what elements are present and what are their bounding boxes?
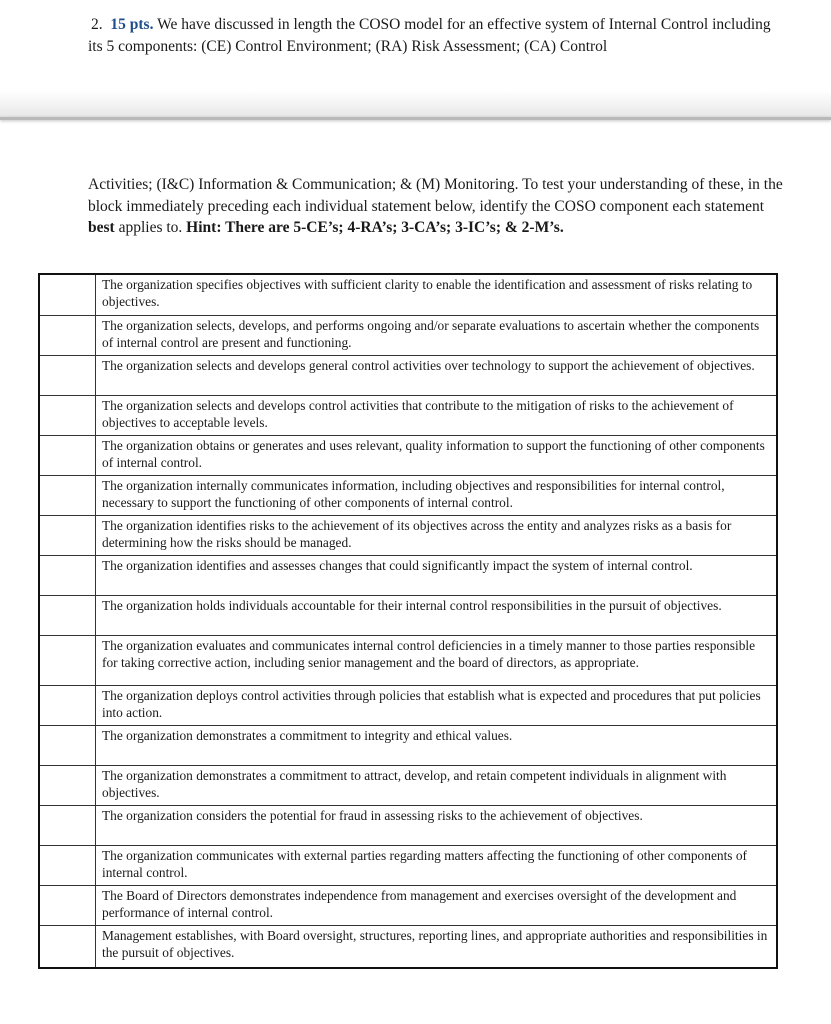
statement-cell: The organization identifies and assesses changes that could significantly impact the system of internal control.	[102, 558, 693, 573]
answer-cell[interactable]	[40, 476, 96, 515]
answer-cell[interactable]	[40, 436, 96, 475]
table-row	[40, 435, 776, 475]
statement-cell: The organization communicates with external parties regarding matters affecting the functioning of other components of internal control.	[102, 848, 748, 880]
table-row	[40, 315, 776, 355]
answer-cell[interactable]	[40, 766, 96, 805]
question-number: 2.	[91, 16, 103, 33]
statement-cell: Management establishes, with Board oversight, structures, reporting lines, and appropriate authorities and responsibilities in the pursuit of objectives.	[102, 928, 768, 960]
table-row	[40, 765, 776, 805]
answer-cell[interactable]	[40, 516, 96, 555]
answer-cell[interactable]	[40, 396, 96, 435]
table-row	[40, 725, 776, 765]
answer-cell[interactable]	[40, 556, 96, 595]
table-row	[40, 685, 776, 725]
answer-cell[interactable]	[40, 686, 96, 725]
table-row	[40, 515, 776, 555]
table-row	[40, 885, 776, 925]
statement-cell: The organization demonstrates a commitment to integrity and ethical values.	[102, 728, 513, 743]
statement-cell: The organization selects, develops, and performs ongoing and/or separate evaluations to ascertain whether the components of internal control are present and functioning.	[102, 318, 760, 350]
statement-cell: The organization evaluates and communicates internal control deficiencies in a timely manner to those parties responsible for taking corrective action, including senior management and the board of directors, as appropriate.	[102, 638, 756, 670]
answer-cell[interactable]	[40, 636, 96, 685]
table-row	[40, 845, 776, 885]
answer-cell[interactable]	[40, 356, 96, 395]
table-row	[40, 395, 776, 435]
applies-to-text: applies to.	[114, 219, 187, 236]
page-divider	[0, 117, 831, 120]
statement-cell: The organization identifies risks to the achievement of its objectives across the entity and analyzes risks as a basis for determining how the risks should be managed.	[102, 518, 732, 550]
table-row	[40, 595, 776, 635]
answer-cell[interactable]	[40, 726, 96, 765]
answer-cell[interactable]	[40, 275, 96, 315]
statement-cell: The organization selects and develops general control activities over technology to support the achievement of objectives.	[102, 358, 755, 373]
table-row	[40, 275, 776, 315]
statement-cell: The organization internally communicates information, including objectives and responsibilities for internal control, necessary to support the functioning of other components of internal control.	[102, 478, 725, 510]
statement-cell: The organization holds individuals accountable for their internal control responsibilities in the pursuit of objectives.	[102, 598, 722, 613]
table-row	[40, 475, 776, 515]
answer-cell[interactable]	[40, 926, 96, 967]
answer-cell[interactable]	[40, 846, 96, 885]
table-row	[40, 635, 776, 685]
question-text-part2: Activities; (I&C) Information & Communication; & (M) Monitoring. To test your understanding of these, in the block immediately preceding each individual statement below, identify the COSO component each statement	[88, 176, 783, 215]
answer-table	[38, 273, 778, 969]
answer-cell[interactable]	[40, 806, 96, 845]
statement-cell: The organization demonstrates a commitment to attract, develop, and retain competent individuals in alignment with objectives.	[102, 768, 727, 800]
table-row	[40, 355, 776, 395]
statement-cell: The organization considers the potential for fraud in assessing risks to the achievement of objectives.	[102, 808, 643, 823]
statement-cell: The organization obtains or generates and uses relevant, quality information to support the functioning of other components of internal control.	[102, 438, 765, 470]
statement-cell: The organization specifies objectives with sufficient clarity to enable the identification and assessment of risks relating to objectives.	[102, 277, 753, 309]
statement-cell: The organization deploys control activities through policies that establish what is expected and procedures that put policies into action.	[102, 688, 761, 720]
question-intro	[88, 14, 788, 58]
page-break-band	[0, 90, 831, 118]
table-row	[40, 805, 776, 845]
best-emphasis: best	[88, 219, 115, 236]
answer-cell[interactable]	[40, 886, 96, 925]
hint-text: Hint: There are 5-CE’s; 4-RA’s; 3-CA’s; 3-IC’s; & 2-M’s.	[186, 219, 564, 236]
table-row	[40, 925, 776, 967]
answer-cell[interactable]	[40, 316, 96, 355]
question-continuation	[88, 174, 788, 239]
statement-cell: The organization selects and develops control activities that contribute to the mitigation of risks to the achievement of objectives to acceptable levels.	[102, 398, 734, 430]
answer-cell[interactable]	[40, 596, 96, 635]
question-text-part1: We have discussed in length the COSO model for an effective system of Internal Control including its 5 components: (CE) Control Environment; (RA) Risk Assessment; (CA) Control	[88, 16, 771, 55]
table-row	[40, 555, 776, 595]
question-points: 15 pts.	[110, 16, 154, 33]
statement-cell: The Board of Directors demonstrates independence from management and exercises oversight of the development and performance of internal control.	[102, 888, 737, 920]
